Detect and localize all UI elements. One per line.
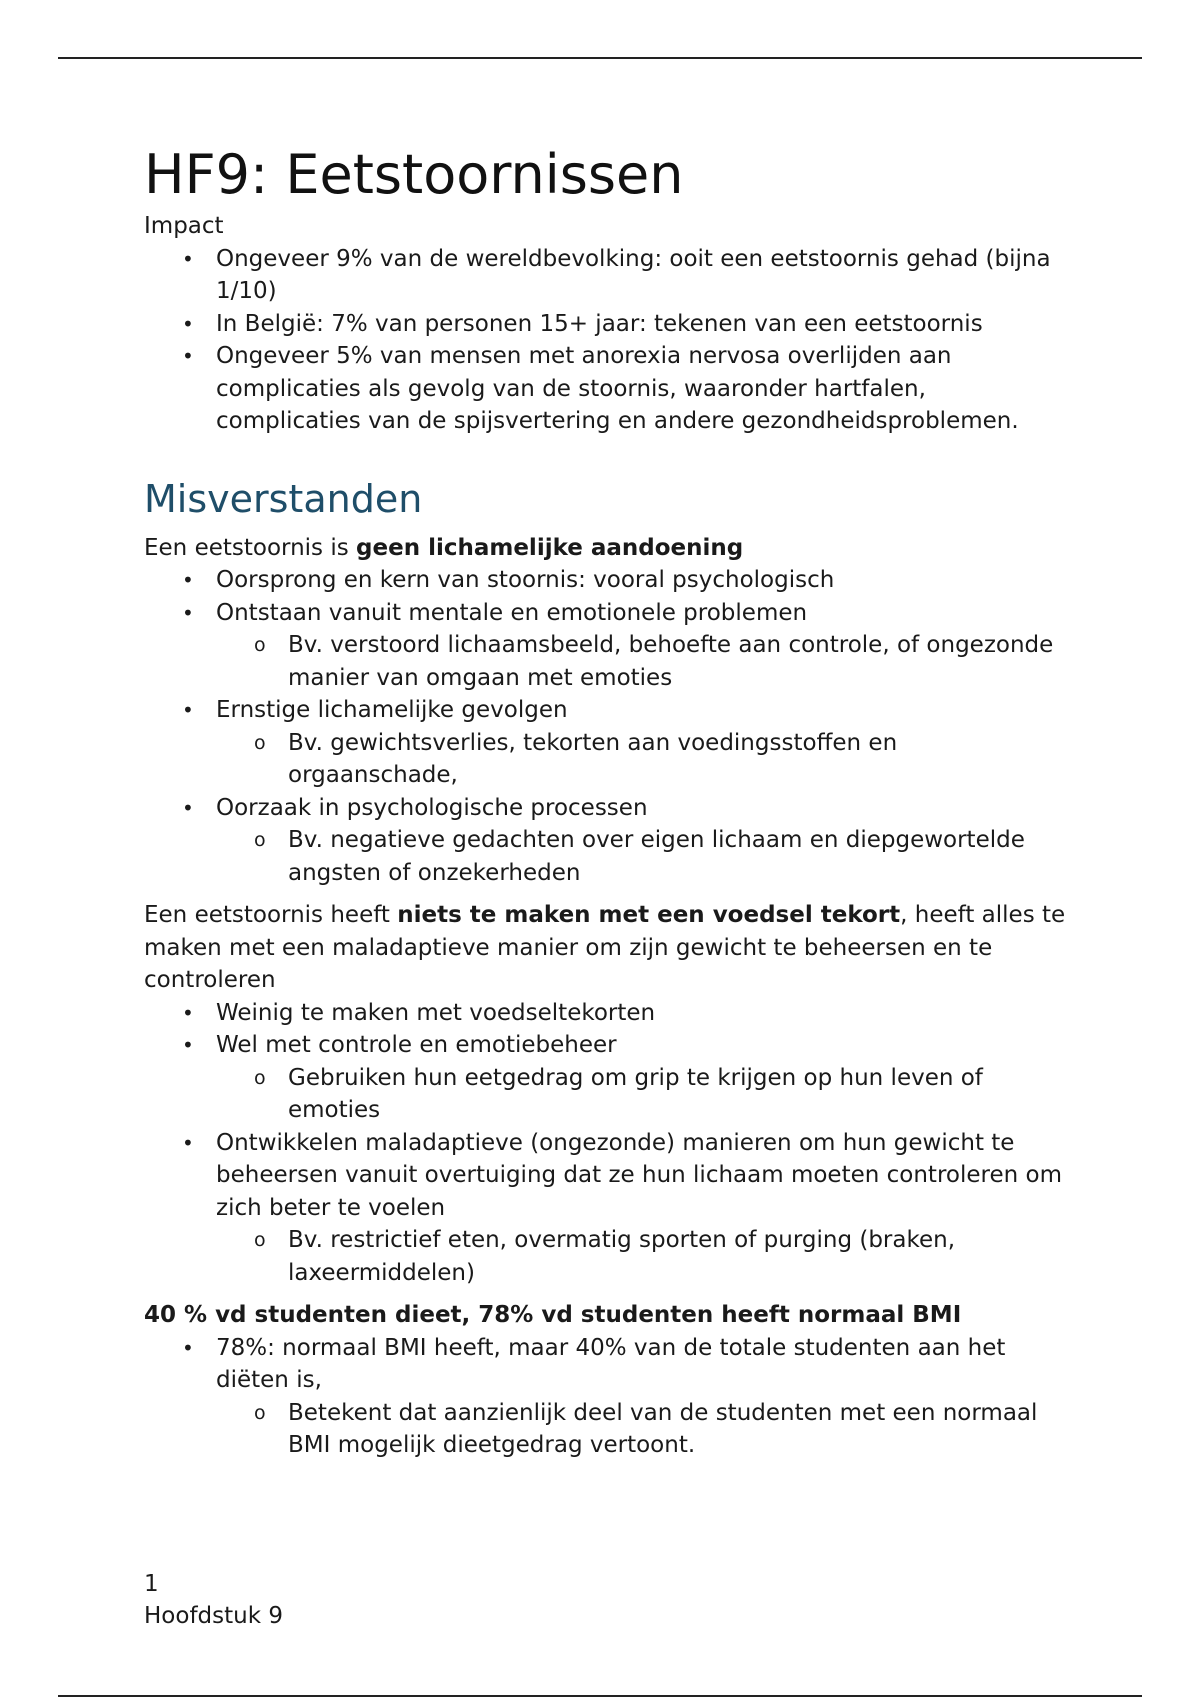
sub-bullet-icon: o <box>254 1066 266 1089</box>
sub-list-item: o Bv. gewichtsverlies, tekorten aan voedingsstoffen en orgaanschade, <box>216 727 1074 792</box>
sub-list <box>216 1062 1074 1127</box>
bullet-icon: • <box>182 1033 194 1057</box>
bullet-icon: • <box>182 568 194 592</box>
sub-list <box>216 824 1074 889</box>
bullet-icon: • <box>182 311 194 336</box>
list-item: • Oorzaak in psychologische processen o Bv. negatieve gedachten over eigen lichaam en diepgewortelde angsten of onzekerheden <box>144 792 1074 890</box>
list-item: • Weinig te maken met voedseltekorten <box>144 997 1074 1030</box>
bullet-icon: • <box>182 600 194 625</box>
list-item: • Ernstige lichamelijke gevolgen o Bv. gewichtsverlies, tekorten aan voedingsstoffen en orgaanschade, <box>144 694 1074 792</box>
sub-bullet-icon: o <box>254 1401 266 1424</box>
list-item: • Oorsprong en kern van stoornis: vooral psychologisch <box>144 564 1074 597</box>
bullet-icon: • <box>182 1130 194 1155</box>
paragraph: Een eetstoornis heeft niets te maken met een voedsel tekort, heeft alles te maken met een maladaptieve manier om zijn gewicht te beheersen en te controleren <box>144 902 1066 993</box>
sub-list-item: o Bv. negatieve gedachten over eigen lichaam en diepgewortelde angsten of onzekerheden <box>216 824 1074 889</box>
sub-list-item: o Bv. verstoord lichaamsbeeld, behoefte aan controle, of ongezonde manier van omgaan met emoties <box>216 629 1074 694</box>
sub-list <box>216 629 1074 694</box>
footer-rule <box>58 1695 1142 1697</box>
list-item: • Ongeveer 5% van mensen met anorexia nervosa overlijden aan complicaties als gevolg van de stoornis, waaronder hartfalen, complicaties van de spijsvertering en andere gezondheidsproblemen. <box>144 340 1074 438</box>
bullet-icon: • <box>182 1335 194 1360</box>
impact-list <box>144 243 1074 438</box>
paragraph: Een eetstoornis is geen lichamelijke aandoening <box>144 534 744 561</box>
page-number: 1 <box>144 1571 159 1597</box>
sub-list <box>216 1224 1074 1289</box>
chapter-label: Hoofdstuk 9 <box>144 1603 283 1629</box>
list-item: • Ontwikkelen maladaptieve (ongezonde) manieren om hun gewicht te beheersen vanuit overtuiging dat ze hun lichaam moeten controleren om zich beter te voelen o Bv. restrictief eten, overmatig sporten of purging (braken, laxeermiddelen) <box>144 1127 1074 1290</box>
sub-list-item: o Bv. restrictief eten, overmatig sporten of purging (braken, laxeermiddelen) <box>216 1224 1074 1289</box>
misverstanden-list-1 <box>144 564 1074 889</box>
impact-label: Impact <box>144 213 224 239</box>
page-footer <box>144 1568 283 1632</box>
sub-bullet-icon: o <box>254 1229 266 1251</box>
section-heading-misverstanden: Misverstanden <box>144 476 423 521</box>
list-item: • Ongeveer 9% van de wereldbevolking: ooit een eetstoornis gehad (bijna 1/10) <box>144 243 1074 308</box>
bullet-icon: • <box>182 344 194 368</box>
list-item: • Ontstaan vanuit mentale en emotionele problemen o Bv. verstoord lichaamsbeeld, behoefte aan controle, of ongezonde manier van omgaan met emoties <box>144 597 1074 695</box>
list-item: • 78%: normaal BMI heeft, maar 40% van de totale studenten aan het diëten is, o Betekent dat aanzienlijk deel van de studenten met een normaal BMI mogelijk dieetgedrag vertoont. <box>144 1332 1074 1462</box>
page-title: HF9: Eetstoornissen <box>144 143 684 206</box>
misverstanden-list-3 <box>144 1332 1074 1462</box>
bullet-icon: • <box>182 1000 194 1025</box>
bullet-icon: • <box>182 698 194 722</box>
sub-bullet-icon: o <box>254 634 266 656</box>
sub-bullet-icon: o <box>254 731 266 754</box>
list-item: • In België: 7% van personen 15+ jaar: tekenen van een eetstoornis <box>144 308 1074 341</box>
bullet-icon: • <box>182 795 194 820</box>
paragraph-bold: 40 % vd studenten dieet, 78% vd studenten heeft normaal BMI <box>144 1302 962 1328</box>
sub-list <box>216 1397 1074 1462</box>
header-rule <box>58 57 1142 59</box>
bullet-icon: • <box>182 246 194 271</box>
sub-bullet-icon: o <box>254 829 266 851</box>
list-item: • Wel met controle en emotiebeheer o Gebruiken hun eetgedrag om grip te krijgen op hun leven of emoties <box>144 1029 1074 1127</box>
document-body <box>144 140 1074 1462</box>
sub-list-item: o Gebruiken hun eetgedrag om grip te krijgen op hun leven of emoties <box>216 1062 1074 1127</box>
sub-list-item: o Betekent dat aanzienlijk deel van de studenten met een normaal BMI mogelijk dieetgedrag vertoont. <box>216 1397 1074 1462</box>
sub-list <box>216 727 1074 792</box>
misverstanden-list-2 <box>144 997 1074 1290</box>
